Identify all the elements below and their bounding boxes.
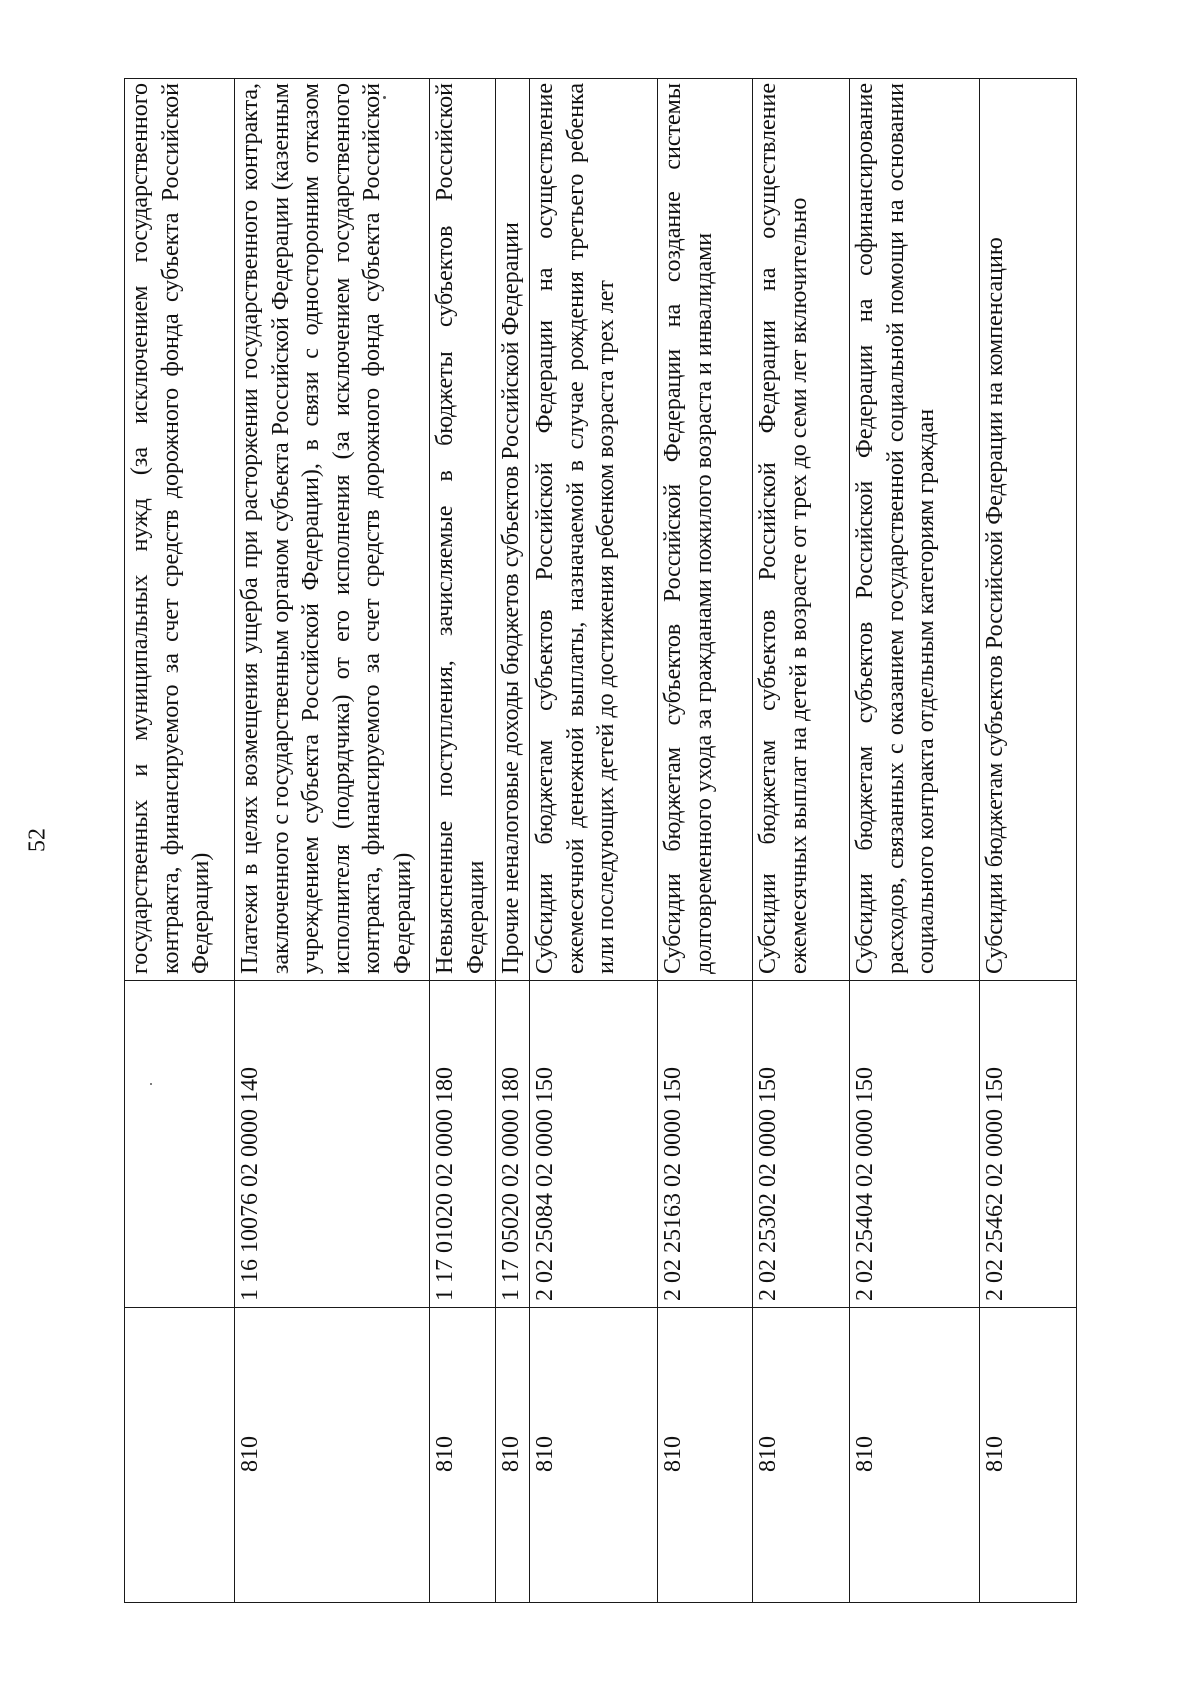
- income-code-cell: 1 16 10076 02 0000 140: [235, 981, 430, 1308]
- table-row: [530, 79, 658, 1603]
- admin-code-cell: 810: [980, 1308, 1077, 1603]
- admin-code-cell: 810: [658, 1308, 753, 1603]
- income-name-cell: Платежи в целях возмещения ущерба при расторжении государственного контракта, заключенного с государственным органом субъекта Российской Федерации (казенным учреждением субъекта Российской Федерации), в связи с односторонним отказом исполнителя (подрядчика) от его исполнения (за исключением государственного контракта, финансируемого за счет средств дорожного фонда субъекта Российской Федерации): [235, 79, 430, 981]
- income-name-cell: Невыясненные поступления, зачисляемые в бюджеты субъектов Российской Федерации: [430, 79, 496, 981]
- income-code-cell: 2 02 25462 02 0000 150: [980, 981, 1077, 1308]
- income-code-cell: 2 02 25084 02 0000 150: [530, 981, 658, 1308]
- income-name-cell: Субсидии бюджетам субъектов Российской Федерации на осуществление ежемесячной денежной выплаты, назначаемой в случае рождения третьего ребенка или последующих детей до достижения ребенком возраста трех лет: [530, 79, 658, 981]
- income-name-cell: Прочие неналоговые доходы бюджетов субъектов Российской Федерации: [496, 79, 530, 981]
- page-number: 52: [24, 828, 51, 852]
- income-name-cell: государственных и муниципальных нужд (за исключением государственного контракта, финансируемого за счет средств дорожного фонда субъекта Российской Федерации): [125, 79, 235, 981]
- income-code-cell: 2 02 25163 02 0000 150: [658, 981, 753, 1308]
- table-row: [980, 79, 1077, 1603]
- table-row: [496, 79, 530, 1603]
- admin-code-cell: 810: [430, 1308, 496, 1603]
- income-code-cell: [125, 981, 235, 1308]
- income-name-cell: Субсидии бюджетам субъектов Российской Федерации на создание системы долговременного ухода за гражданами пожилого возраста и инвалидами: [658, 79, 753, 981]
- income-name-cell: Субсидии бюджетам субъектов Российской Федерации на осуществление ежемесячных выплат на детей в возрасте от трех до семи лет включительно: [753, 79, 850, 981]
- admin-code-cell: 810: [235, 1308, 430, 1603]
- table-row: [125, 79, 235, 1603]
- admin-code-cell: 810: [496, 1308, 530, 1603]
- income-name-cell: Субсидии бюджетам субъектов Российской Федерации на компенсацию: [980, 79, 1077, 981]
- table-row: [658, 79, 753, 1603]
- rotated-table-wrapper: [124, 79, 1076, 1603]
- income-code-cell: 2 02 25302 02 0000 150: [753, 981, 850, 1308]
- table-row: [235, 79, 430, 1603]
- admin-code-cell: 810: [850, 1308, 980, 1603]
- income-code-cell: 1 17 05020 02 0000 180: [496, 981, 530, 1308]
- income-code-cell: 2 02 25404 02 0000 150: [850, 981, 980, 1308]
- table-row: [850, 79, 980, 1603]
- income-name-cell: Субсидии бюджетам субъектов Российской Федерации на софинансирование расходов, связанных с оказанием государственной социальной помощи на основании социального контракта отдельным категориям граждан: [850, 79, 980, 981]
- admin-code-cell: 810: [753, 1308, 850, 1603]
- table-row: [753, 79, 850, 1603]
- admin-code-cell: [125, 1308, 235, 1603]
- income-codes-table: [124, 78, 1077, 1603]
- admin-code-cell: 810: [530, 1308, 658, 1603]
- income-code-cell: 1 17 01020 02 0000 180: [430, 981, 496, 1308]
- table-row: [430, 79, 496, 1603]
